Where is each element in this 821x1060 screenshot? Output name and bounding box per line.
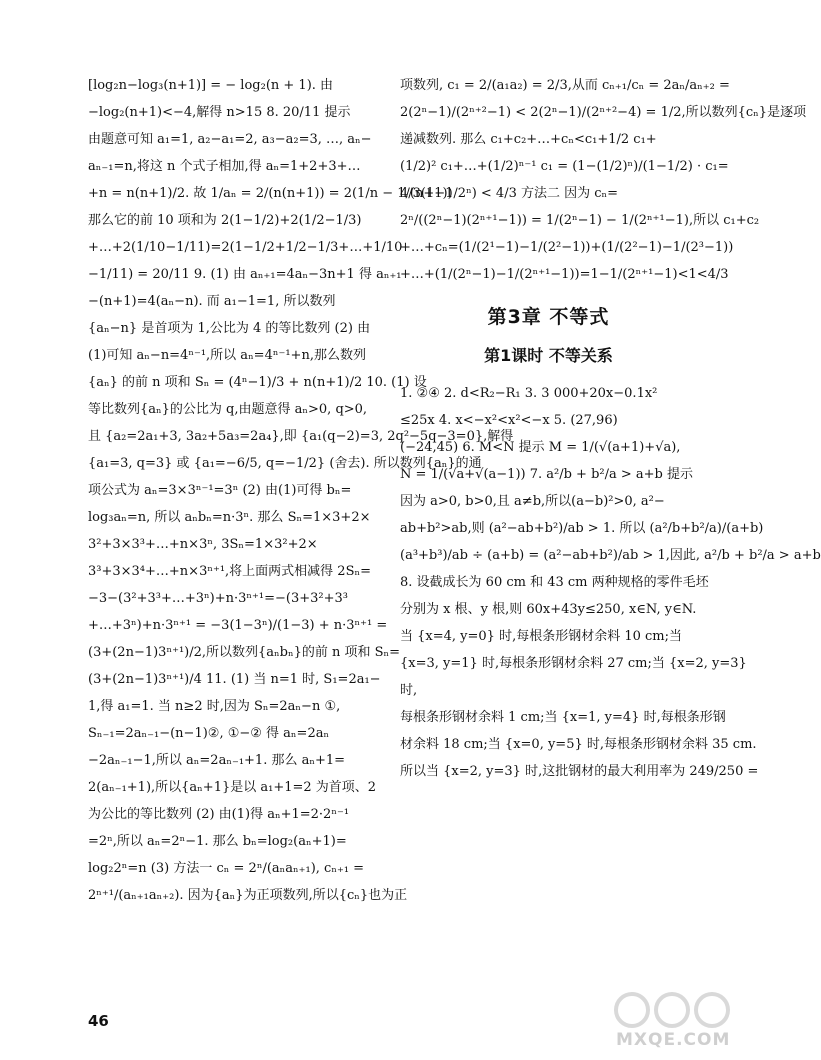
page-number: 46: [88, 1012, 109, 1030]
left-column-line: −2aₙ₋₁−1,所以 aₙ=2aₙ₋₁+1. 那么 aₙ+1=: [88, 753, 346, 768]
left-column-line: −(n+1)=4(aₙ−n). 而 a₁−1=1, 所以数列: [88, 294, 336, 309]
left-column-line: =2ⁿ,所以 aₙ=2ⁿ−1. 那么 bₙ=log₂(aₙ+1)=: [88, 834, 347, 849]
left-column-line: (1)可知 aₙ−n=4ⁿ⁻¹,所以 aₙ=4ⁿ⁻¹+n,那么数列: [88, 348, 366, 363]
left-column-line: 3²+3×3³+…+n×3ⁿ, 3Sₙ=1×3²+2×: [88, 537, 318, 552]
right-column-bottom-line: 因为 a>0, b>0,且 a≠b,所以(a−b)²>0, a²−: [400, 494, 665, 509]
left-column-line: 等比数列{aₙ}的公比为 q,由题意得 aₙ>0, q>0,: [88, 402, 368, 417]
right-column-bottom-line: {x=3, y=1} 时,每根条形钢材余料 27 cm;当 {x=2, y=3}: [400, 656, 747, 671]
left-column-line: {aₙ} 的前 n 项和 Sₙ = (4ⁿ−1)/3 + n(n+1)/2 10. (1) 设: [88, 375, 427, 390]
right-column-bottom-line: 每根条形钢材余料 1 cm;当 {x=1, y=4} 时,每根条形钢: [400, 710, 726, 725]
left-column-line: log₂2ⁿ=n (3) 方法一 cₙ = 2ⁿ/(aₙaₙ₊₁), cₙ₊₁ =: [88, 861, 365, 876]
right-column-bottom-line: 所以当 {x=2, y=3} 时,这批钢材的最大利用率为 249/250 =: [400, 764, 759, 779]
watermark-logo-icon: [612, 990, 740, 1030]
right-column-top-line: +…+cₙ=(1/(2¹−1)−1/(2²−1))+(1/(2²−1)−1/(2³−1)): [400, 240, 734, 255]
left-column-line: +…+2(1/10−1/11)=2(1−1/2+1/2−1/3+…+1/10: [88, 240, 403, 255]
left-column-line: log₃aₙ=n, 所以 aₙbₙ=n·3ⁿ. 那么 Sₙ=1×3+2×: [88, 510, 371, 525]
right-column-bottom-line: 分别为 x 根、y 根,则 60x+43y≤250, x∈N, y∈N.: [400, 602, 697, 617]
watermark-text: MXQE.COM: [616, 1030, 731, 1050]
left-column-line: 那么它的前 10 项和为 2(1−1/2)+2(1/2−1/3): [88, 213, 362, 228]
left-column-line: +n = n(n+1)/2. 故 1/aₙ = 2/(n(n+1)) = 2(1/n − 1/(n+1)): [88, 186, 453, 201]
right-column-top-line: 递减数列. 那么 c₁+c₂+…+cₙ<c₁+1/2 c₁+: [400, 132, 657, 147]
right-column-top-line: 2ⁿ/((2ⁿ−1)(2ⁿ⁺¹−1)) = 1/(2ⁿ−1) − 1/(2ⁿ⁺¹−1),所以 c₁+c₂: [400, 213, 760, 228]
left-column-line: 为公比的等比数列 (2) 由(1)得 aₙ+1=2·2ⁿ⁻¹: [88, 807, 350, 822]
left-column-line: −1/11) = 20/11 9. (1) 由 aₙ₊₁=4aₙ−3n+1 得 aₙ₊₁: [88, 267, 402, 282]
left-column-line: aₙ₋₁=n,将这 n 个式子相加,得 aₙ=1+2+3+…: [88, 159, 361, 174]
right-column-top-line: 项数列, c₁ = 2/(a₁a₂) = 2/3,从而 cₙ₊₁/cₙ = 2aₙ/aₙ₊₂ =: [400, 78, 730, 93]
right-column-bottom-line: 8. 设截成长为 60 cm 和 43 cm 两种规格的零件毛坯: [400, 575, 709, 590]
chapter-title: 第3章 不等式: [487, 306, 610, 328]
left-column-line: (3+(2n−1)3ⁿ⁺¹)/2,所以数列{aₙbₙ}的前 n 项和 Sₙ=: [88, 645, 401, 660]
left-column-line: 2(aₙ₋₁+1),所以{aₙ+1}是以 a₁+1=2 为首项、2: [88, 780, 377, 795]
right-column: [400, 72, 821, 785]
left-column-line: +…+3ⁿ)+n·3ⁿ⁺¹ = −3(1−3ⁿ)/(1−3) + n·3ⁿ⁺¹ =: [88, 618, 388, 633]
left-column-line: 且 {a₂=2a₁+3, 3a₂+5a₃=2a₄},即 {a₁(q−2)=3, 2q²−5q−3=0},解得: [88, 429, 514, 444]
right-column-bottom-line: ≤25x 4. x<−x²<x²<−x 5. (27,96): [400, 413, 618, 428]
right-column-bottom-line: (a³+b³)/ab ÷ (a+b) = (a²−ab+b²)/ab > 1,因此, a²/b + b²/a > a+b: [400, 548, 821, 563]
left-column-line: {aₙ−n} 是首项为 1,公比为 4 的等比数列 (2) 由: [88, 321, 371, 336]
left-column-line: Sₙ₋₁=2aₙ₋₁−(n−1)②, ①−② 得 aₙ=2aₙ: [88, 726, 330, 741]
right-column-bottom-line: 时,: [400, 683, 418, 698]
left-column-line: [log₂n−log₃(n+1)] = − log₂(n + 1). 由: [88, 78, 334, 93]
left-column-line: {a₁=3, q=3} 或 {a₁=−6/5, q=−1/2} (舍去). 所以数列{aₙ}的通: [88, 456, 482, 471]
right-column-bottom: [400, 380, 821, 785]
left-column-line: (3+(2n−1)3ⁿ⁺¹)/4 11. (1) 当 n=1 时, S₁=2a₁−: [88, 672, 381, 687]
right-column-bottom-line: 1. ②④ 2. d<R₂−R₁ 3. 3 000+20x−0.1x²: [400, 386, 658, 401]
left-column-line: 项公式为 aₙ=3×3ⁿ⁻¹=3ⁿ (2) 由(1)可得 bₙ=: [88, 483, 352, 498]
left-column-line: 1,得 a₁=1. 当 n≥2 时,因为 Sₙ=2aₙ−n ①,: [88, 699, 341, 714]
left-column-line: −3−(3²+3³+…+3ⁿ)+n·3ⁿ⁺¹=−(3+3²+3³: [88, 591, 348, 606]
left-column-line: 2ⁿ⁺¹/(aₙ₊₁aₙ₊₂). 因为{aₙ}为正项数列,所以{cₙ}也为正: [88, 888, 408, 903]
right-column-top-line: +…+(1/(2ⁿ−1)−1/(2ⁿ⁺¹−1))=1−1/(2ⁿ⁺¹−1)<1<4/3: [400, 267, 729, 282]
watermark: [612, 990, 740, 1056]
right-column-top-line: 4/3(1−1/2ⁿ) < 4/3 方法二 因为 cₙ=: [400, 186, 619, 201]
lesson-title: 第1课时 不等关系: [484, 346, 613, 365]
right-column-top-line: 2(2ⁿ−1)/(2ⁿ⁺²−1) < 2(2ⁿ−1)/(2ⁿ⁺²−4) = 1/2,所以数列{cₙ}是逐项: [400, 105, 807, 120]
right-column-bottom-line: (−24,45) 6. M<N 提示 M = 1/(√(a+1)+√a),: [400, 440, 681, 455]
left-column-line: −log₂(n+1)<−4,解得 n>15 8. 20/11 提示: [88, 105, 351, 120]
left-column-line: 由题意可知 a₁=1, a₂−a₁=2, a₃−a₂=3, …, aₙ−: [88, 132, 372, 147]
right-column-bottom-line: N = 1/(√a+√(a−1)) 7. a²/b + b²/a > a+b 提示: [400, 467, 694, 482]
right-column-top: [400, 72, 807, 288]
right-column-bottom-line: 材余料 18 cm;当 {x=0, y=5} 时,每根条形钢材余料 35 cm.: [400, 737, 757, 752]
right-column-top-line: (1/2)² c₁+…+(1/2)ⁿ⁻¹ c₁ = (1−(1/2)ⁿ)/(1−1/2) · c₁=: [400, 159, 729, 174]
right-column-bottom-line: ab+b²>ab,则 (a²−ab+b²)/ab > 1. 所以 (a²/b+b²/a)/(a+b): [400, 521, 764, 536]
right-column-bottom-line: 当 {x=4, y=0} 时,每根条形钢材余料 10 cm;当: [400, 629, 683, 644]
left-column-line: 3³+3×3⁴+…+n×3ⁿ⁺¹,将上面两式相减得 2Sₙ=: [88, 564, 371, 579]
